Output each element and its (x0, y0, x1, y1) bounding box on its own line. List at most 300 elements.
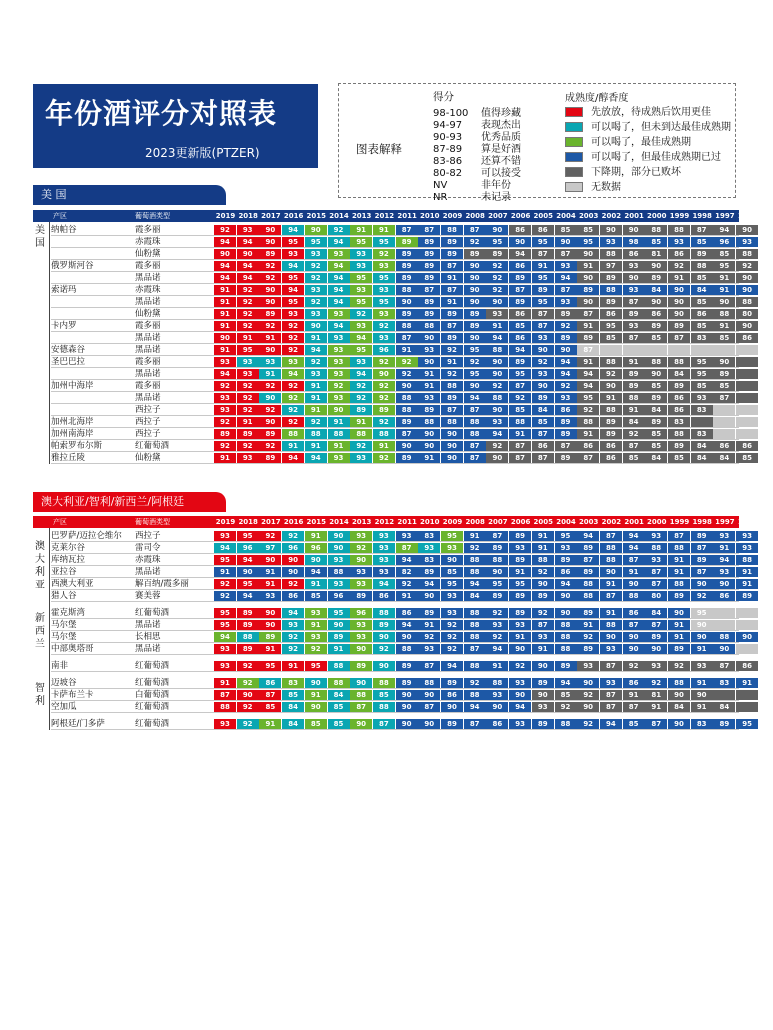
year-header: 2008 (465, 212, 485, 220)
score-cell: 94 (623, 531, 645, 541)
year-header: 2007 (488, 212, 508, 220)
maturity-swatch (565, 137, 583, 147)
score-cell: 87 (577, 345, 599, 355)
score-range: 90-93 (433, 132, 463, 143)
score-cell: 93 (418, 345, 440, 355)
score-cell: 88 (486, 678, 508, 688)
score-cell: 93 (328, 393, 350, 403)
score-cell: 92 (282, 381, 304, 391)
country-label (33, 224, 47, 250)
score-cell: 92 (214, 381, 236, 391)
score-cell: 89 (373, 405, 395, 415)
score-cell: 87 (418, 225, 440, 235)
score-cell: 90 (668, 285, 690, 295)
row-grape: 霞多丽 (135, 321, 161, 331)
score-cell: 89 (509, 591, 531, 601)
score-cell: 83 (418, 531, 440, 541)
score-cell: 89 (532, 591, 554, 601)
score-cell: 85 (713, 381, 735, 391)
score-cell: 84 (645, 453, 667, 463)
score-cell: 90 (396, 690, 418, 700)
score-cell: 91 (305, 333, 327, 343)
score-cell: 88 (600, 249, 622, 259)
score-cell: 86 (668, 405, 690, 415)
score-cell: 92 (441, 644, 463, 654)
score-cell: 86 (532, 441, 554, 451)
score-cell: 84 (532, 405, 554, 415)
score-cell: 88 (328, 661, 350, 671)
score-cell: 91 (214, 309, 236, 319)
score-cell: 90 (486, 702, 508, 712)
score-cell: 94 (237, 273, 259, 283)
score-cell: 93 (373, 567, 395, 577)
score-cell: 89 (441, 309, 463, 319)
score-cell: 88 (691, 261, 713, 271)
score-cell: 94 (328, 273, 350, 283)
country-char: 国 (35, 238, 45, 249)
score-cell: 91 (305, 405, 327, 415)
score-cell: 87 (464, 644, 486, 654)
row-region: 阿根廷/门多萨 (51, 719, 105, 729)
score-cell (691, 417, 713, 427)
country-char: 智 (35, 683, 45, 694)
score-cell: 95 (532, 273, 554, 283)
score-cell: 89 (577, 567, 599, 577)
maturity-legend-row (565, 118, 731, 133)
legend-box (338, 83, 736, 203)
score-cell: 89 (464, 321, 486, 331)
score-cell: 93 (259, 591, 281, 601)
score-cell: 90 (464, 273, 486, 283)
score-cell: 91 (214, 678, 236, 688)
score-cell: 96 (282, 543, 304, 553)
score-meaning: 未记录 (481, 192, 511, 203)
table-left-border (49, 222, 50, 464)
score-cell: 93 (328, 555, 350, 565)
score-cell: 87 (532, 429, 554, 439)
score-cell: 90 (328, 405, 350, 415)
score-cell: 92 (645, 678, 667, 688)
score-cell: 87 (668, 531, 690, 541)
table-left-border (49, 528, 50, 730)
score-cell: 92 (237, 405, 259, 415)
score-cell: 95 (237, 345, 259, 355)
maturity-swatch (565, 122, 583, 132)
score-cell: 93 (305, 608, 327, 618)
row-grape: 西拉子 (135, 405, 161, 415)
score-cell: 89 (555, 453, 577, 463)
year-header: 2006 (510, 518, 531, 526)
score-cell: 90 (577, 702, 599, 712)
score-cell: 92 (259, 381, 281, 391)
score-cell (713, 429, 735, 439)
score-cell (736, 644, 758, 654)
score-cell: 95 (577, 237, 599, 247)
score-cell: 94 (509, 702, 531, 712)
score-cell: 85 (373, 690, 395, 700)
score-cell: 92 (486, 608, 508, 618)
score-cell: 84 (464, 591, 486, 601)
score-cell: 86 (600, 441, 622, 451)
score-cell: 89 (418, 273, 440, 283)
score-cell: 88 (305, 429, 327, 439)
score-cell: 93 (214, 719, 236, 729)
score-cell: 88 (577, 579, 599, 589)
score-cell: 96 (373, 345, 395, 355)
year-header: 1996 (737, 212, 758, 220)
score-cell: 88 (373, 608, 395, 618)
score-cell: 93 (373, 531, 395, 541)
score-cell: 92 (373, 249, 395, 259)
score-cell: 89 (532, 285, 554, 295)
score-cell: 90 (509, 644, 531, 654)
score-cell: 87 (418, 661, 440, 671)
score-cell: 91 (464, 531, 486, 541)
row-divider (51, 601, 739, 602)
score-cell: 92 (350, 543, 372, 553)
score-cell: 84 (645, 405, 667, 415)
score-cell: 93 (532, 369, 554, 379)
score-cell: 88 (373, 678, 395, 688)
score-cell: 91 (418, 453, 440, 463)
row-grape: 霞多丽 (135, 225, 161, 235)
score-cell: 88 (736, 249, 758, 259)
score-cell: 88 (600, 357, 622, 367)
score-cell: 91 (259, 333, 281, 343)
score-cell: 95 (691, 357, 713, 367)
score-cell: 93 (441, 608, 463, 618)
year-header: 1999 (669, 518, 690, 526)
score-cell: 89 (577, 543, 599, 553)
table-row (33, 428, 739, 440)
score-cell: 85 (691, 237, 713, 247)
score-cell: 91 (305, 579, 327, 589)
score-cell: 90 (328, 620, 350, 630)
score-cell: 91 (577, 321, 599, 331)
score-cell: 91 (441, 273, 463, 283)
score-cell: 89 (555, 661, 577, 671)
score-cell: 88 (282, 429, 304, 439)
score-cell: 88 (668, 678, 690, 688)
score-cell: 92 (736, 261, 758, 271)
score-cell: 93 (532, 702, 554, 712)
score-cell: 87 (532, 309, 554, 319)
score-cell: 88 (328, 429, 350, 439)
table-row (33, 392, 739, 404)
score-cell: 92 (373, 357, 395, 367)
score-cell: 94 (237, 261, 259, 271)
score-cell: 92 (577, 690, 599, 700)
score-cell: 85 (668, 453, 690, 463)
score-cell: 91 (373, 225, 395, 235)
score-cell: 89 (486, 543, 508, 553)
score-cell: 84 (668, 702, 690, 712)
year-header: 2005 (533, 212, 554, 220)
score-legend-head: 得分 (433, 91, 454, 103)
score-cell: 90 (577, 249, 599, 259)
score-cell: 86 (600, 309, 622, 319)
score-cell: 90 (396, 381, 418, 391)
score-cell: 88 (509, 417, 531, 427)
score-cell: 81 (645, 249, 667, 259)
row-region: 克莱尔谷 (51, 543, 86, 553)
country-char: 利 (35, 696, 45, 707)
score-cell: 92 (486, 632, 508, 642)
score-cell: 90 (486, 369, 508, 379)
score-cell: 88 (396, 644, 418, 654)
score-cell: 88 (396, 405, 418, 415)
row-grape: 黑品诺 (135, 620, 161, 630)
score-cell: 84 (623, 417, 645, 427)
score-cell: 93 (645, 661, 667, 671)
score-cell: 94 (418, 579, 440, 589)
score-cell: 89 (555, 555, 577, 565)
score-cell: 94 (305, 345, 327, 355)
score-cell: 89 (259, 453, 281, 463)
score-cell: 90 (645, 297, 667, 307)
score-cell: 93 (713, 567, 735, 577)
score-cell: 92 (464, 678, 486, 688)
score-cell: 88 (464, 567, 486, 577)
score-cell: 94 (464, 579, 486, 589)
score-cell: 94 (282, 225, 304, 235)
score-cell: 88 (736, 297, 758, 307)
score-cell: 88 (396, 285, 418, 295)
table-row (33, 404, 739, 416)
score-cell: 90 (532, 381, 554, 391)
score-cell: 89 (441, 333, 463, 343)
score-cell: 88 (532, 555, 554, 565)
score-cell: 93 (305, 249, 327, 259)
score-cell: 90 (214, 249, 236, 259)
table-row (33, 284, 752, 296)
score-cell: 91 (623, 567, 645, 577)
score-cell: 88 (486, 555, 508, 565)
score-cell: 92 (373, 321, 395, 331)
year-header: 2019 (215, 212, 236, 220)
score-cell: 85 (532, 417, 554, 427)
score-cell: 87 (691, 567, 713, 577)
score-cell: 89 (509, 273, 531, 283)
score-cell: 93 (350, 285, 372, 295)
score-cell: 95 (282, 297, 304, 307)
year-header: 2002 (601, 212, 622, 220)
score-cell: 94 (486, 333, 508, 343)
country-char: 新 (35, 612, 45, 624)
score-cell: 88 (668, 225, 690, 235)
year-header: 1998 (692, 518, 712, 526)
table-row (33, 236, 752, 248)
maturity-legend-row (565, 163, 681, 178)
score-cell: 93 (736, 543, 758, 553)
score-cell: 90 (282, 567, 304, 577)
score-cell: 90 (441, 429, 463, 439)
score-cell: 94 (713, 555, 735, 565)
score-cell: 95 (691, 369, 713, 379)
row-region: 巴罗萨/迈拉仑维尔 (51, 531, 122, 541)
score-cell: 92 (418, 632, 440, 642)
year-header: 2008 (465, 518, 485, 526)
score-cell: 89 (509, 608, 531, 618)
score-cell: 87 (396, 333, 418, 343)
score-cell: 95 (486, 579, 508, 589)
year-header: 2011 (397, 518, 417, 526)
score-cell (736, 702, 758, 712)
row-region: 猎人谷 (51, 591, 77, 601)
score-cell: 84 (691, 285, 713, 295)
row-region: 库纳瓦拉 (51, 555, 86, 565)
country-char: 大 (35, 554, 45, 565)
score-cell: 93 (509, 543, 531, 553)
score-cell: 92 (396, 369, 418, 379)
score-cell: 92 (623, 429, 645, 439)
score-cell: 89 (237, 620, 259, 630)
score-cell (736, 393, 758, 403)
year-header: 1997 (715, 212, 735, 220)
score-cell: 93 (577, 661, 599, 671)
score-cell: 88 (645, 543, 667, 553)
score-cell: 90 (532, 690, 554, 700)
score-cell: 89 (555, 333, 577, 343)
row-region: 俄罗斯河谷 (51, 261, 94, 271)
row-region: 加州南海岸 (51, 429, 94, 439)
score-cell: 91 (214, 345, 236, 355)
column-region: 产区 (53, 518, 67, 526)
score-cell: 93 (214, 531, 236, 541)
row-grape: 红葡萄酒 (135, 661, 170, 671)
score-cell: 92 (668, 661, 690, 671)
score-cell: 93 (305, 369, 327, 379)
score-cell: 93 (350, 357, 372, 367)
table-row (33, 701, 739, 713)
score-cell: 92 (396, 579, 418, 589)
score-cell: 89 (328, 632, 350, 642)
score-cell: 94 (282, 261, 304, 271)
score-cell: 86 (736, 333, 758, 343)
score-cell: 93 (691, 393, 713, 403)
score-cell: 85 (691, 297, 713, 307)
score-cell: 92 (237, 393, 259, 403)
table-row (33, 631, 752, 643)
country-label (33, 677, 47, 713)
table-row (33, 416, 739, 428)
score-cell: 86 (713, 441, 735, 451)
score-cell: 90 (668, 297, 690, 307)
score-cell: 91 (259, 567, 281, 577)
score-cell: 93 (305, 632, 327, 642)
score-cell: 90 (736, 225, 758, 235)
score-cell: 91 (418, 381, 440, 391)
score-cell: 90 (532, 661, 554, 671)
score-cell (736, 690, 758, 700)
score-cell: 92 (328, 225, 350, 235)
score-cell: 91 (282, 441, 304, 451)
score-cell: 92 (577, 719, 599, 729)
score-cell: 85 (259, 702, 281, 712)
year-header: 2001 (624, 518, 644, 526)
score-cell: 89 (509, 555, 531, 565)
score-cell: 94 (237, 237, 259, 247)
score-cell: 95 (464, 369, 486, 379)
year-header: 2018 (238, 518, 258, 526)
year-header: 2000 (647, 212, 667, 220)
score-cell: 94 (577, 381, 599, 391)
score-cell: 95 (282, 237, 304, 247)
score-cell: 89 (509, 297, 531, 307)
score-cell: 86 (509, 225, 531, 235)
score-cell: 95 (237, 531, 259, 541)
score-cell: 93 (600, 678, 622, 688)
score-cell: 92 (214, 225, 236, 235)
row-divider (51, 712, 739, 713)
section-header: 美 国 (33, 185, 226, 205)
score-cell: 85 (577, 225, 599, 235)
score-cell: 87 (600, 702, 622, 712)
score-meaning: 还算不错 (481, 156, 521, 167)
score-range: 94-97 (433, 120, 463, 131)
score-cell: 91 (577, 357, 599, 367)
score-cell (736, 369, 758, 379)
score-cell: 89 (464, 309, 486, 319)
score-cell: 90 (691, 690, 713, 700)
score-cell: 90 (259, 285, 281, 295)
score-cell: 93 (555, 393, 577, 403)
score-cell: 89 (668, 441, 690, 451)
score-meaning: 表现杰出 (481, 120, 521, 131)
score-cell: 91 (305, 381, 327, 391)
score-cell: 89 (396, 661, 418, 671)
score-cell: 91 (509, 632, 531, 642)
country-char: 利 (35, 567, 45, 578)
score-cell: 93 (532, 333, 554, 343)
score-cell: 89 (259, 309, 281, 319)
score-cell: 91 (214, 453, 236, 463)
row-grape: 黑品诺 (135, 297, 161, 307)
score-cell: 85 (645, 441, 667, 451)
year-header: 1998 (692, 212, 712, 220)
score-cell: 93 (214, 644, 236, 654)
score-cell: 93 (691, 661, 713, 671)
score-cell: 94 (214, 543, 236, 553)
score-cell: 93 (350, 249, 372, 259)
score-cell: 89 (237, 644, 259, 654)
score-cell: 91 (214, 297, 236, 307)
score-cell: 94 (328, 285, 350, 295)
score-cell: 89 (396, 309, 418, 319)
score-cell: 93 (600, 237, 622, 247)
year-header: 1999 (669, 212, 690, 220)
score-cell: 90 (259, 608, 281, 618)
row-region: 卡萨布兰卡 (51, 690, 94, 700)
score-cell: 94 (305, 567, 327, 577)
row-grape: 黑品诺 (135, 345, 161, 355)
score-cell: 92 (350, 393, 372, 403)
score-cell: 82 (396, 567, 418, 577)
table-row (33, 689, 739, 701)
year-header: 2013 (351, 212, 372, 220)
score-cell: 85 (600, 333, 622, 343)
score-cell: 88 (350, 429, 372, 439)
table-row (33, 677, 752, 689)
score-cell: 94 (328, 261, 350, 271)
year-header: 2003 (578, 212, 599, 220)
page-title: 年份酒评分对照表 (45, 97, 278, 130)
score-cell: 91 (668, 632, 690, 642)
score-cell: 87 (645, 719, 667, 729)
score-cell: 88 (600, 543, 622, 553)
score-cell: 86 (441, 690, 463, 700)
score-cell: 92 (305, 297, 327, 307)
